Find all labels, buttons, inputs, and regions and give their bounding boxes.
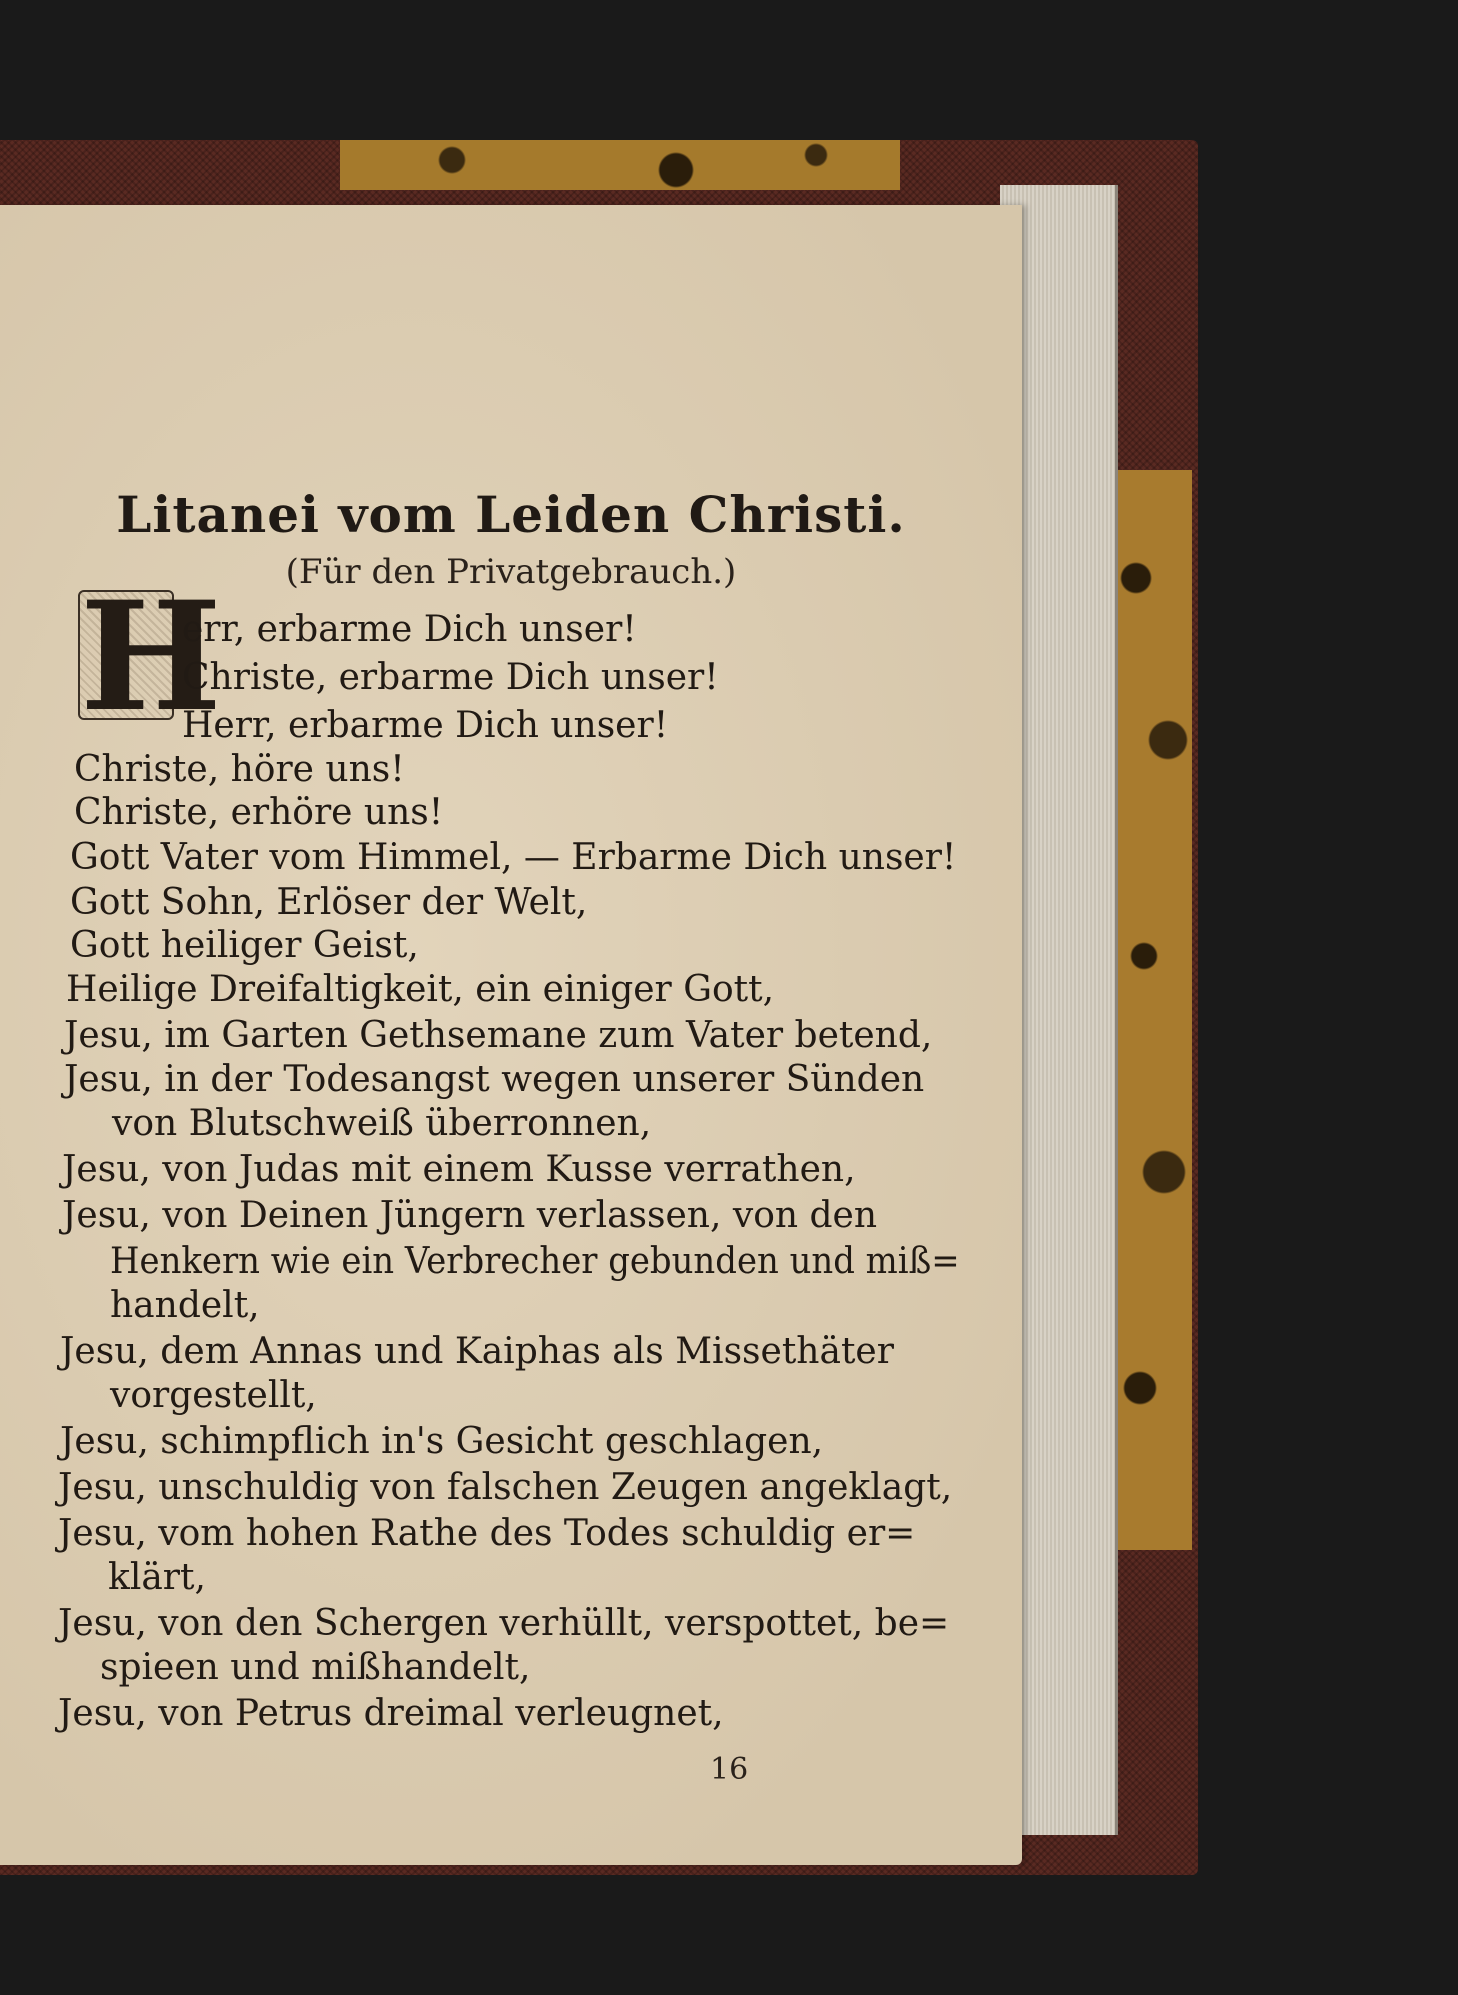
text-line: Heilige Dreifaltigkeit, ein einiger Gott,	[66, 969, 775, 1010]
page-subtitle: (Für den Privatgebrauch.)	[285, 552, 737, 592]
text-line: err, erbarme Dich unser!	[182, 609, 637, 650]
text-line: Gott Vater vom Himmel, — Erbarme Dich unser!	[70, 837, 957, 878]
text-line: Jesu, von Petrus dreimal verleugnet,	[58, 1693, 724, 1734]
marbled-paper-side	[1112, 470, 1192, 1550]
text-line: Jesu, von Judas mit einem Kusse verrathen,	[62, 1149, 856, 1190]
text-line: vorgestellt,	[110, 1375, 317, 1416]
text-line: Jesu, unschuldig von falschen Zeugen angeklagt,	[58, 1467, 953, 1508]
text-line: Herr, erbarme Dich unser!	[182, 705, 669, 746]
text-line: Jesu, vom hohen Rathe des Todes schuldig er=	[58, 1513, 916, 1554]
text-line: von Blutschweiß überronnen,	[112, 1103, 652, 1144]
text-line: handelt,	[110, 1285, 260, 1326]
text-line: Henkern wie ein Verbrecher gebunden und miß=	[110, 1241, 960, 1282]
text-line: Christe, erhöre uns!	[74, 792, 444, 833]
text-line: Christe, höre uns!	[74, 749, 405, 790]
text-line: Jesu, im Garten Gethsemane zum Vater betend,	[64, 1015, 933, 1056]
text-line: Jesu, von Deinen Jüngern verlassen, von den	[62, 1195, 878, 1236]
page-number: 16	[710, 1752, 749, 1787]
marbled-paper-top	[340, 140, 900, 190]
text-line: Jesu, in der Todesangst wegen unserer Sünden	[64, 1059, 925, 1100]
text-line: Jesu, von den Schergen verhüllt, verspottet, be=	[58, 1603, 950, 1644]
decorated-initial: H	[80, 569, 222, 745]
text-line: klärt,	[108, 1557, 206, 1598]
text-line: Gott Sohn, Erlöser der Welt,	[70, 882, 588, 923]
text-line: spieen und mißhandelt,	[100, 1647, 531, 1688]
text-line: Jesu, schimpflich in's Gesicht geschlagen,	[60, 1421, 824, 1462]
page-title: Litanei vom Leiden Christi.	[116, 485, 906, 544]
text-line: Christe, erbarme Dich unser!	[182, 657, 719, 698]
text-line: Jesu, dem Annas und Kaiphas als Missethäter	[60, 1331, 894, 1372]
text-line: Gott heiliger Geist,	[70, 925, 419, 966]
